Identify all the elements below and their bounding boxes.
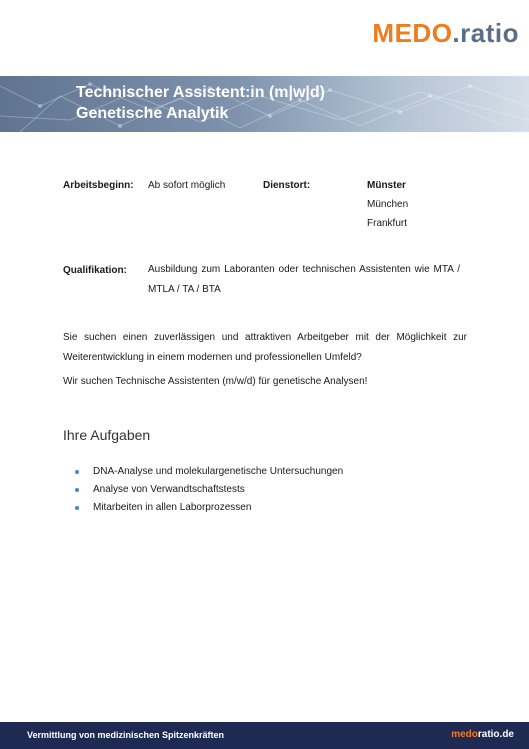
- qualification-label: Qualifikation:: [63, 265, 127, 276]
- job-subtitle: Genetische Analytik: [76, 105, 229, 122]
- bullet-icon: [75, 488, 79, 492]
- logo-part-medo: MEDO: [372, 18, 453, 48]
- list-item: [75, 463, 343, 481]
- location-muenchen: München: [367, 199, 409, 210]
- company-logo: [372, 20, 519, 46]
- title-banner: [0, 76, 529, 132]
- start-value: Ab sofort möglich: [148, 180, 226, 191]
- list-item: [75, 481, 343, 499]
- task-text: Analyse von Verwandtschaftstests: [93, 484, 245, 495]
- bullet-icon: [75, 470, 79, 474]
- footer-tagline: Vermittlung von medizinischen Spitzenkräften: [27, 730, 225, 740]
- location-muenster: Münster: [367, 180, 406, 191]
- search-paragraph: Wir suchen Technische Assistenten (m/w/d) für genetische Analysen!: [63, 376, 368, 387]
- list-item: [75, 499, 343, 517]
- task-text: DNA-Analyse und molekulargenetische Untersuchungen: [93, 466, 344, 477]
- footer-bar: [0, 722, 529, 749]
- intro-paragraph: Sie suchen einen zuverlässigen und attraktiven Arbeitgeber mit der Möglichkeit zur Weiterentwicklung in einem modernen und professionellen Umfeld?: [63, 332, 467, 363]
- qualification-text: Ausbildung zum Laboranten oder technischen Assistenten wie MTA / MTLA / TA / BTA: [148, 264, 460, 295]
- footer-website-link[interactable]: [451, 730, 514, 740]
- bullet-icon: [75, 506, 79, 510]
- location-frankfurt: Frankfurt: [367, 218, 408, 229]
- tasks-list: [75, 463, 343, 517]
- footer-logo-ratio: ratio.de: [477, 729, 514, 740]
- job-title: Technischer Assistent:in (m|w|d): [76, 84, 325, 101]
- tasks-heading: Ihre Aufgaben: [63, 427, 151, 443]
- location-label: Dienstort:: [263, 180, 311, 191]
- logo-part-ratio: .ratio: [452, 18, 519, 48]
- footer-logo-medo: medo: [451, 729, 478, 740]
- start-label: Arbeitsbeginn:: [63, 180, 134, 191]
- task-text: Mitarbeiten in allen Laborprozessen: [93, 502, 252, 513]
